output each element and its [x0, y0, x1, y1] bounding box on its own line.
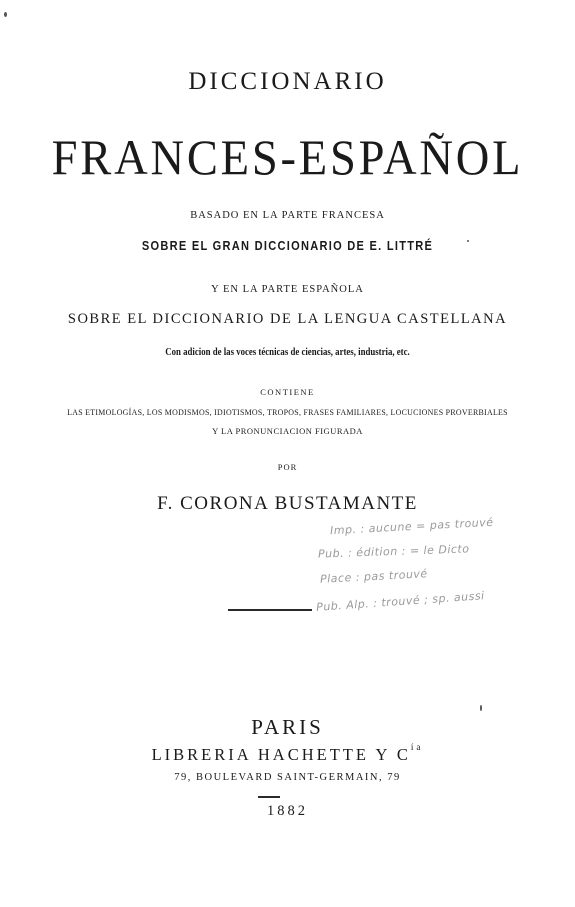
author-name: F. CORONA BUSTAMANTE: [157, 493, 418, 514]
french-source-text: SOBRE EL GRAN DICCIONARIO DE E. LITTRÉ: [141, 238, 434, 253]
handwritten-note-3: Place : pas trouvé: [319, 567, 428, 586]
spanish-part-text: Y EN LA PARTE ESPAÑOLA: [211, 284, 364, 295]
publisher-superscript: ía: [410, 742, 424, 752]
based-on-text: BASADO EN LA PARTE FRANCESA: [190, 210, 385, 221]
spanish-source-text: SOBRE EL DICCIONARIO DE LA LENGUA CASTELLANA: [67, 311, 508, 327]
contains-label: CONTIENE: [260, 387, 315, 397]
page-speck: [4, 12, 7, 17]
handwritten-note-4: Pub. Alp. : trouvé ; sp. aussi: [315, 589, 486, 614]
city-text: PARIS: [251, 715, 324, 739]
divider-rule: [228, 609, 312, 611]
page-speck: [467, 240, 469, 242]
main-title: FRANCES-ESPAÑOL: [51, 129, 524, 185]
contents-line-1: LAS ETIMOLOGÍAS, LOS MODISMOS, IDIOTISMOS, TROPOS, FRASES FAMILIARES, LOCUCIONES PROVERBIALES: [67, 407, 508, 417]
contents-line-2: Y LA PRONUNCIACION FIGURADA: [212, 426, 363, 436]
year-text: 1882: [267, 803, 308, 819]
handwritten-note-2: Pub. : édition : = le Dicto: [317, 542, 470, 561]
handwritten-note-1: Imp. : aucune = pas trouvé: [329, 515, 494, 538]
address-text: 79, BOULEVARD SAINT-GERMAIN, 79: [174, 772, 401, 783]
publisher-text: [0, 742, 575, 765]
addition-text: Con adicion de las voces técnicas de ciencias, artes, industria, etc.: [165, 346, 410, 358]
year-divider: [258, 796, 280, 798]
title-line-1: DICCIONARIO: [188, 68, 387, 95]
by-label: POR: [277, 462, 298, 472]
page-speck: [480, 705, 482, 711]
publisher-name: LIBRERIA HACHETTE Y C: [151, 745, 411, 764]
